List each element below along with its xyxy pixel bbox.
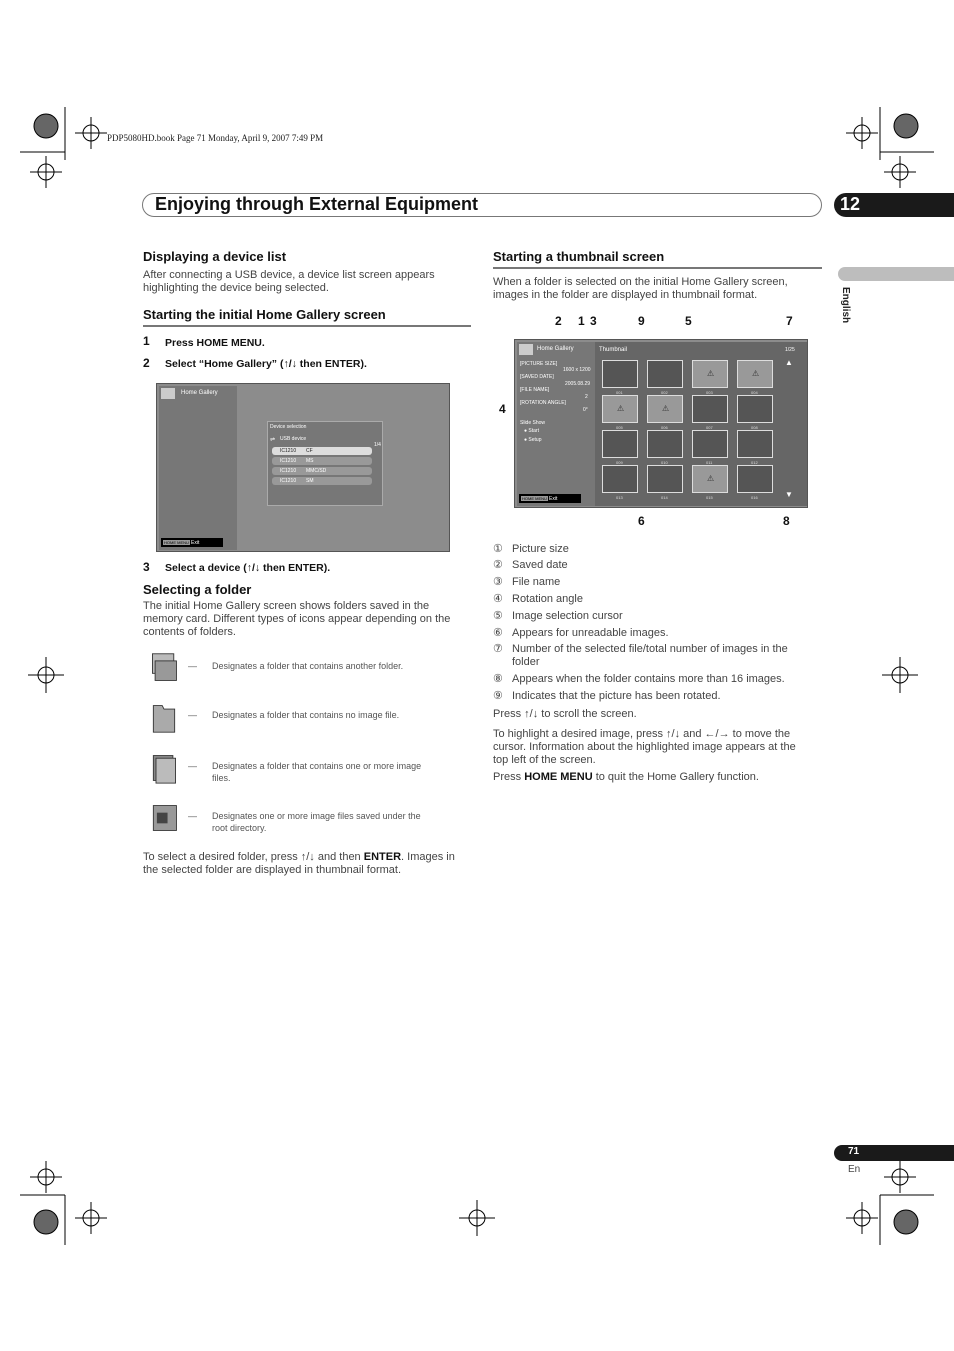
- thumbnail-label: 005: [616, 425, 623, 430]
- device-row-4[interactable]: IC1210 SM: [272, 477, 372, 485]
- device-row-3[interactable]: IC1210 MMC/SD: [272, 467, 372, 475]
- thumbnail-image[interactable]: [737, 360, 773, 388]
- heading-rule: [143, 325, 471, 327]
- exit-bar[interactable]: HOME MENU Exit: [519, 494, 581, 503]
- legend-item: ① Picture size: [493, 543, 569, 555]
- start-option[interactable]: ● Start: [524, 428, 539, 434]
- legend-item: ⑥ Appears for unreadable images.: [493, 627, 669, 639]
- sidebar-panel: [159, 386, 237, 550]
- exit-bar[interactable]: HOME MENU Exit: [161, 538, 223, 547]
- icon-desc-4a: Designates one or more image files saved under the: [212, 811, 421, 821]
- legend-item: ⑤ Image selection cursor: [493, 610, 623, 622]
- legend-item: ② Saved date: [493, 559, 568, 571]
- unreadable-warning-icon: ⚠: [752, 369, 760, 378]
- thumbnail-label: 010: [661, 460, 668, 465]
- slide-show-label: Slide Show: [520, 420, 546, 426]
- step-2-text: Select “Home Gallery” (↑/↓ then ENTER).: [165, 358, 367, 370]
- folder-with-folder-icon: [148, 652, 180, 684]
- thumbnail-label: 009: [616, 460, 623, 465]
- thumb-text-2: images in the folder are displayed in thumbnail format.: [493, 289, 758, 301]
- thumbnail-tab: Thumbnail: [599, 347, 628, 353]
- device-list-text-1: After connecting a USB device, a device list screen appears: [143, 269, 435, 281]
- select-folder-instruction-1: To select a desired folder, press ↑/↓ and then ENTER. Images in: [143, 851, 455, 863]
- select-folder-instruction-2: the selected folder are displayed in thumbnail format.: [143, 864, 402, 876]
- thumb-text-1: When a folder is selected on the initial Home Gallery screen,: [493, 276, 788, 288]
- thumbnail-label: 004: [751, 390, 758, 395]
- thumbnail-image[interactable]: [602, 430, 638, 458]
- folder-text-3: contents of folders.: [143, 626, 236, 638]
- callout-1: 1: [578, 314, 585, 328]
- step-3-text: Select a device (↑/↓ then ENTER).: [165, 562, 331, 574]
- thumbnail-screenshot: Home Gallery Thumbnail 1/25 ▲ ▼ [PICTURE SIZE] 1600 x 1200 [SAVED DATE] 2005.08.29 [FILE NAME] 2 [ROTATION ANGLE] 0° Slide Show ● Start ● Setup HOME MENU Exit 001 002 ⚠ 003 ⚠ 004 ⚠ 005 ⚠ 006 007 008 009 010 011 012 013 014 ⚠ 015 016: [514, 339, 808, 508]
- thumbnail-label: 001: [616, 390, 623, 395]
- thumbnail-label: 012: [751, 460, 758, 465]
- callout-2: 2: [555, 314, 562, 328]
- page-number: 71: [848, 1146, 860, 1157]
- thumbnail-label: 006: [661, 425, 668, 430]
- folder-text-2: memory card. Different types of icons appear depending on the: [143, 613, 451, 625]
- heading-initial-screen: Starting the initial Home Gallery screen: [143, 307, 386, 322]
- callout-8: 8: [783, 514, 790, 528]
- thumbnail-label: 013: [616, 495, 623, 500]
- device-selection-panel: [267, 421, 383, 506]
- callout-7: 7: [786, 314, 793, 328]
- page-number-tab: [834, 1145, 954, 1161]
- unreadable-warning-icon: ⚠: [617, 404, 625, 413]
- chapter-number-tab: [834, 193, 954, 217]
- device-list-text-2: highlighting the device being selected.: [143, 282, 329, 294]
- device-selection-title: Device selection: [270, 424, 307, 430]
- print-header: PDP5080HD.book Page 71 Monday, April 9, 2007 7:49 PM: [107, 133, 324, 143]
- root-image-icon: [148, 802, 180, 834]
- chapter-title: Enjoying through External Equipment: [155, 194, 479, 214]
- thumbnail-label: 008: [751, 425, 758, 430]
- legend-item: ③ File name: [493, 576, 561, 588]
- thumbnail-image[interactable]: [647, 395, 683, 423]
- language-label: English: [840, 287, 851, 324]
- image-folder-icon: [148, 752, 180, 784]
- folder-text-1: The initial Home Gallery screen shows folders saved in the: [143, 600, 430, 612]
- file-count: 1/25: [785, 347, 795, 353]
- setup-option[interactable]: ● Setup: [524, 437, 542, 443]
- usb-device-label: USB device: [280, 436, 307, 442]
- step-2-number: 2: [143, 356, 150, 370]
- language-tab: [838, 267, 954, 281]
- usb-icon: ⇌: [270, 437, 276, 443]
- page-language: En: [848, 1164, 861, 1175]
- empty-folder-icon: [148, 702, 180, 734]
- thumbnail-label: 007: [706, 425, 713, 430]
- device-count: 1/4: [374, 442, 381, 448]
- device-list-screenshot: [156, 383, 450, 552]
- callout-5: 5: [685, 314, 692, 328]
- legend-item: ④ Rotation angle: [493, 593, 583, 605]
- unreadable-warning-icon: ⚠: [662, 404, 670, 413]
- thumbnail-image[interactable]: [737, 395, 773, 423]
- icon-desc-4b: root directory.: [212, 823, 267, 833]
- legend-item: ⑦ Number of the selected file/total number of images in the: [493, 643, 788, 655]
- icon-desc-1: Designates a folder that contains another folder.: [212, 661, 404, 671]
- thumbnail-image[interactable]: [647, 430, 683, 458]
- shot2-title: Home Gallery: [537, 346, 574, 352]
- thumbnail-image[interactable]: [602, 395, 638, 423]
- thumbnail-label: 016: [751, 495, 758, 500]
- scroll-instruction: Press ↑/↓ to scroll the screen.: [493, 708, 637, 720]
- thumbnail-label: 014: [661, 495, 668, 500]
- icon-desc-2: Designates a folder that contains no image file.: [212, 710, 400, 720]
- callout-6: 6: [638, 514, 645, 528]
- step-1-number: 1: [143, 334, 150, 348]
- step-3-number: 3: [143, 560, 150, 574]
- thumbnail-label: 015: [706, 495, 713, 500]
- gallery-icon: [161, 388, 175, 399]
- heading-rule-right: [493, 267, 822, 269]
- icon-desc-3a: Designates a folder that contains one or more image: [212, 761, 422, 771]
- thumbnail-image[interactable]: [692, 430, 728, 458]
- highlight-instruction-2: cursor. Information about the highlighted image appears at the: [493, 741, 796, 753]
- heading-thumbnail: Starting a thumbnail screen: [493, 249, 665, 264]
- callout-3: 3: [590, 314, 597, 328]
- thumbnail-image[interactable]: [692, 360, 728, 388]
- thumbnail-image[interactable]: [737, 430, 773, 458]
- unreadable-warning-icon: ⚠: [707, 369, 715, 378]
- device-row-1[interactable]: IC1210 CF: [272, 447, 372, 455]
- thumbnail-image[interactable]: [692, 395, 728, 423]
- heading-select-folder: Selecting a folder: [143, 582, 252, 597]
- gallery-icon: [519, 344, 533, 355]
- thumbnail-label: 011: [706, 460, 713, 465]
- device-row-2[interactable]: IC1210 MS: [272, 457, 372, 465]
- callout-4: 4: [499, 402, 506, 416]
- thumbnail-image[interactable]: [737, 465, 773, 493]
- thumbnail-label: 003: [706, 390, 713, 395]
- unreadable-warning-icon: ⚠: [707, 474, 715, 483]
- scroll-up-icon[interactable]: ▲: [785, 358, 793, 367]
- legend-item: folder: [512, 656, 540, 668]
- thumbnail-image[interactable]: [647, 465, 683, 493]
- thumbnail-image[interactable]: [602, 465, 638, 493]
- legend-item: ⑨ Indicates that the picture has been rotated.: [493, 690, 721, 702]
- thumbnail-image[interactable]: [692, 465, 728, 493]
- thumbnail-image[interactable]: [647, 360, 683, 388]
- chapter-number: 12: [840, 194, 861, 214]
- step-1-text: Press HOME MENU.: [165, 337, 265, 349]
- thumbnail-label: 002: [661, 390, 668, 395]
- icon-desc-3b: files.: [212, 773, 231, 783]
- highlight-instruction-1: To highlight a desired image, press ↑/↓ and ←/→ to move the: [493, 728, 791, 740]
- heading-device-list: Displaying a device list: [143, 249, 287, 264]
- legend-item: ⑧ Appears when the folder contains more than 16 images.: [493, 673, 785, 685]
- quit-instruction: Press HOME MENU to quit the Home Gallery function.: [493, 771, 759, 783]
- shot1-title: Home Gallery: [181, 390, 218, 396]
- callout-9: 9: [638, 314, 645, 328]
- scroll-down-icon[interactable]: ▼: [785, 490, 793, 499]
- highlight-instruction-3: top left of the screen.: [493, 754, 596, 766]
- thumbnail-image[interactable]: [602, 360, 638, 388]
